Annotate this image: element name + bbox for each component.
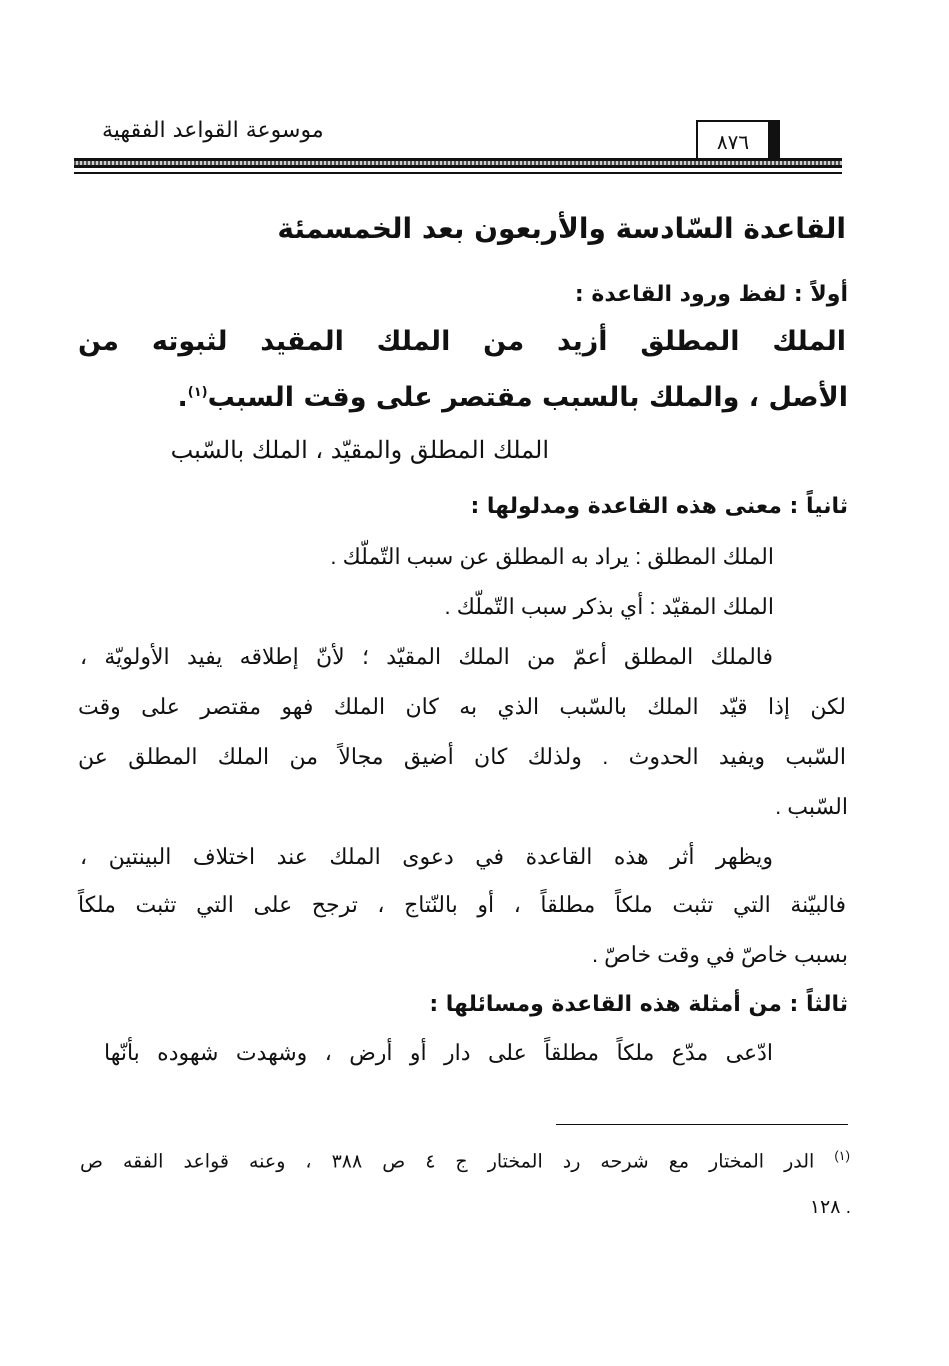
footnote-line: ١٢٨ . (809, 1197, 851, 1218)
rule-text-content: الأصل ، والملك بالسبب مقتصر على وقت السبب (207, 382, 848, 413)
header-rule-thin (74, 172, 842, 174)
rule-title: القاعدة السّادسة والأربعون بعد الخمسمئة (277, 212, 846, 245)
footnote-marker: (١) (834, 1148, 850, 1163)
paragraph-line: الملك المقيّد : أي بذكر سبب التّملّك . (444, 594, 774, 619)
page-header (74, 108, 842, 184)
paragraph-line: بسبب خاصّ في وقت خاصّ . (591, 942, 848, 967)
section-heading-meaning: ثانياً : معنى هذه القاعدة ومدلولها : (470, 494, 848, 519)
header-rule (74, 158, 842, 168)
footnote-divider (556, 1124, 848, 1125)
section-heading-wording: أولاً : لفظ ورود القاعدة : (574, 282, 848, 307)
paragraph-line: فالملك المطلق أعمّ من الملك المقيّد ؛ لأنّ إطلاقه يفيد الأولويّة ، (80, 644, 773, 669)
section-heading-examples: ثالثاً : من أمثلة هذه القاعدة ومسائلها : (429, 992, 848, 1017)
keywords: الملك المطلق والمقيّد ، الملك بالسّبب (170, 436, 549, 464)
rule-text-line-last (177, 382, 848, 413)
footnote-text: الدر المختار مع شرحه رد المختار ج ٤ ص ٣٨٨ ، وعنه قواعد الفقه ص (80, 1151, 815, 1173)
paragraph-line: فالبيّنة التي تثبت ملكاً مطلقاً ، أو بالنّتاج ، ترجح على التي تثبت ملكاً (78, 892, 846, 917)
paragraph-line: السّبب . (775, 794, 848, 819)
paragraph-line: ادّعى مدّع ملكاً مطلقاً على دار أو أرض ، وشهدت شهوده بأنّها (104, 1040, 773, 1065)
paragraph-line: ويظهر أثر هذه القاعدة في دعوى الملك عند اختلاف البينتين ، (80, 844, 773, 869)
paragraph-line: السّبب ويفيد الحدوث . ولذلك كان أضيق مجالاً من الملك المطلق عن (78, 744, 846, 769)
rule-text-line: الملك المطلق أزيد من الملك المقيد لثبوته من (78, 326, 846, 357)
page-number: ٨٧٦ (696, 120, 770, 162)
footnote-ref: (١) (187, 385, 208, 400)
footnote-line (80, 1148, 850, 1173)
running-title: موسوعة القواعد الفقهية (102, 118, 324, 143)
paragraph-line: الملك المطلق : يراد به المطلق عن سبب التّملّك . (330, 544, 774, 569)
paragraph-line: لكن إذا قيّد الملك بالسّبب الذي به كان الملك فهو مقتصر على وقت (78, 694, 846, 719)
rule-text-period: . (177, 382, 188, 413)
